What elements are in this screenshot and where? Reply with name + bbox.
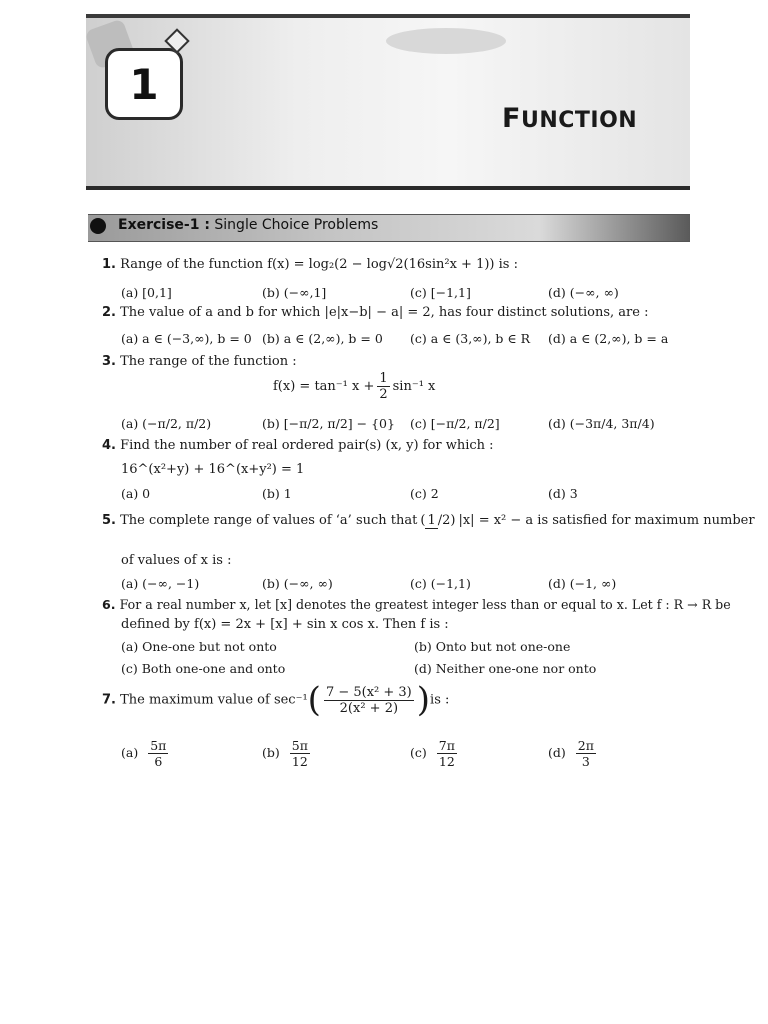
q5-option-d: (d) (−1, ∞) (548, 576, 617, 591)
q4-option-a: (a) 0 (121, 486, 151, 501)
q1-option-d: (d) (−∞, ∞) (548, 285, 619, 300)
q4-option-c: (c) 2 (410, 486, 439, 501)
q3-option-c: (c) [−π/2, π/2] (410, 416, 500, 431)
question-3: 3. The range of the function : (102, 354, 297, 369)
q6-option-b: (b) Onto but not one-one (414, 639, 571, 654)
q1-option-a: (a) [0,1] (121, 285, 172, 300)
question-2: 2. The value of a and b for which |e|x−b| − a| = 2, has four distinct solutions, are : (102, 305, 649, 320)
q7-option-c: (c) $\frac{7\pi}{12}$ (410, 738, 455, 769)
q6-option-a: (a) One-one but not onto (121, 639, 277, 654)
q3-formula: f(x) = tan⁻¹ x + $\frac{1}{2}$ sin⁻¹ x (273, 371, 436, 402)
chapter-number: 1 (105, 48, 183, 120)
question-6-line2: defined by f(x) = 2x + [x] + sin x cos x. Then f is : (121, 617, 449, 632)
q1-option-b: (b) (−∞,1] (262, 285, 327, 300)
q7-option-d: (d) $\frac{2\pi}{3}$ (548, 738, 594, 769)
exercise-title: Exercise-1 : Single Choice Problems (118, 217, 379, 233)
q2-option-b: (b) a ∈ (2,∞), b = 0 (262, 331, 383, 346)
q1-option-c: (c) [−1,1] (410, 285, 471, 300)
question-1: 1. Range of the function f(x) = log₂(2 − log√2(16sin²x + 1)) is : (102, 257, 518, 272)
q2-option-d: (d) a ∈ (2,∞), b = a (548, 331, 669, 346)
question-5: 5. The complete range of values of ‘a’ such that ( 1 /2) |x| = x² − a is satisfied for maximum number (102, 513, 755, 528)
q6-option-c: (c) Both one-one and onto (121, 661, 286, 676)
q6-option-d: (d) Neither one-one nor onto (414, 661, 597, 676)
q5-option-b: (b) (−∞, ∞) (262, 576, 333, 591)
q3-option-b: (b) [−π/2, π/2] − {0} (262, 416, 395, 431)
q5-option-c: (c) (−1,1) (410, 576, 471, 591)
q4-option-b: (b) 1 (262, 486, 292, 501)
question-6: 6. For a real number x, let [x] denotes the greatest integer less than or equal to x. Let f : R → R be (102, 597, 731, 612)
q2-option-c: (c) a ∈ (3,∞), b ∈ R (410, 331, 531, 346)
banner-decoration (386, 28, 506, 54)
question-7: 7. The maximum value of sec⁻¹( $\frac{\text{7 − 5(x² + 3)}}{\text{2(x² + 2)}}$ )is : (102, 680, 450, 720)
chapter-title: FUNCTION (502, 103, 638, 134)
q4-option-d: (d) 3 (548, 486, 578, 501)
question-4: 4. Find the number of real ordered pair(s) (x, y) for which : (102, 438, 494, 453)
exercise-bullet-icon (90, 218, 106, 234)
q2-option-a: (a) a ∈ (−3,∞), b = 0 (121, 331, 252, 346)
q3-option-d: (d) (−3π/4, 3π/4) (548, 416, 655, 431)
question-5-line2: of values of x is : (121, 553, 232, 568)
q7-option-a: (a) $\frac{5\pi}{6}$ (121, 738, 167, 769)
q4-formula: 16^(x²+y) + 16^(x+y²) = 1 (121, 462, 305, 477)
q5-option-a: (a) (−∞, −1) (121, 576, 200, 591)
q7-option-b: (b) $\frac{5\pi}{12}$ (262, 738, 308, 769)
q3-option-a: (a) (−π/2, π/2) (121, 416, 212, 431)
